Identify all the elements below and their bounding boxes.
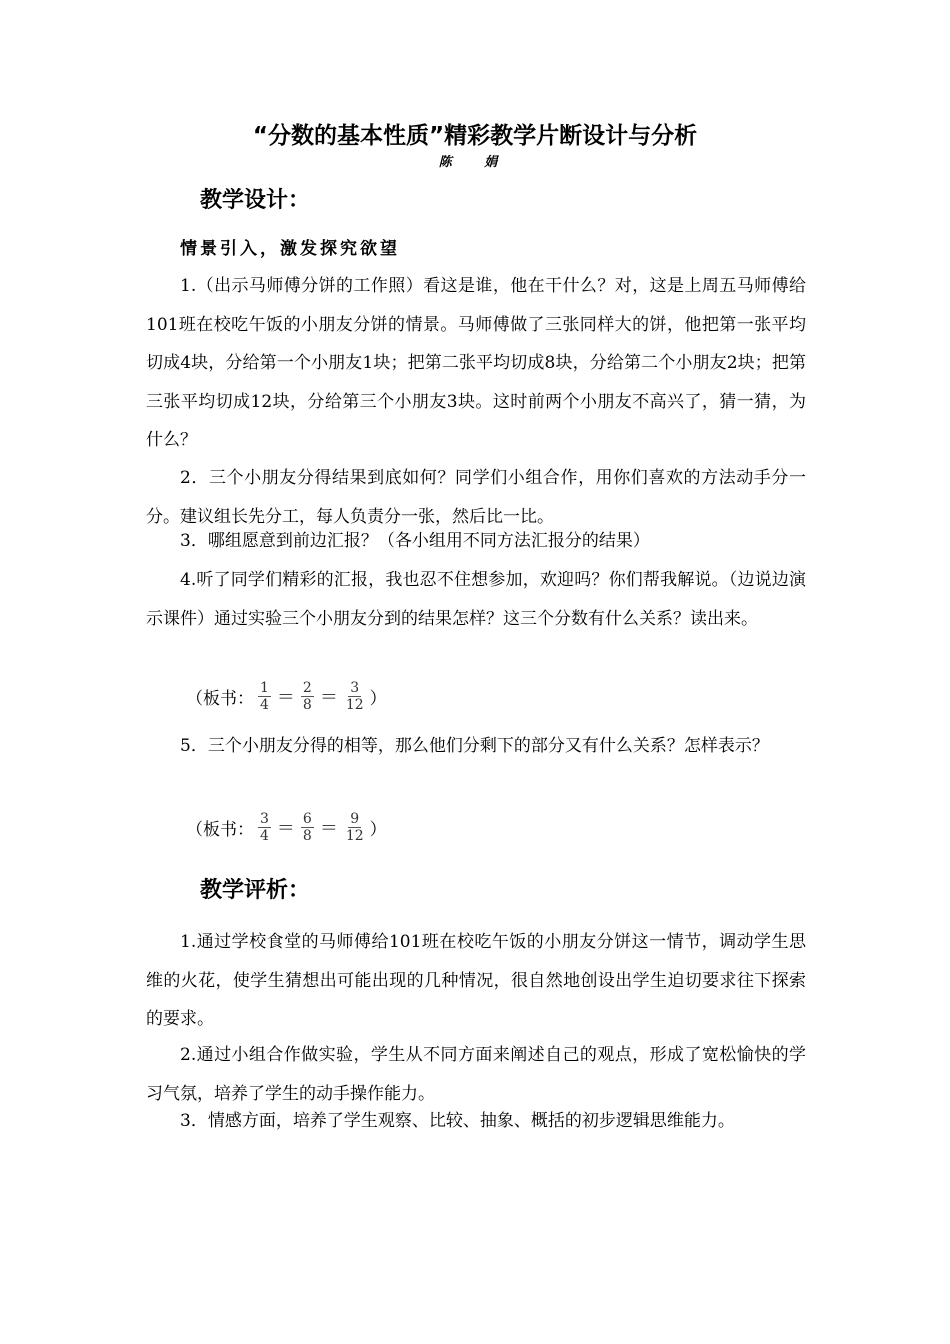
board-suffix: ） [369, 819, 387, 840]
design-heading: 教学设计： [200, 188, 311, 213]
design-paragraph-2: 2．三个小朋友分得结果到底如何？同学们小组合作，用你们喜欢的方法动手分一分。建议组长先分工，每人负责分一张，然后比一比。 [146, 468, 806, 527]
analysis-paragraph-2: 2.通过小组合作做实验，学生从不同方面来阐述自己的观点，形成了宽松愉快的学习气氛，培养了学生的动手操作能力。 [146, 1045, 806, 1104]
fraction-denominator: 4 [260, 827, 269, 844]
fraction-numerator: 6 [302, 810, 312, 827]
fraction-numerator: 1 [260, 679, 269, 696]
fraction-denominator: 12 [345, 696, 364, 713]
document-title: “分数的基本性质”精彩教学片断设计与分析 [252, 123, 698, 149]
board-prefix: （板书： [186, 819, 254, 840]
fraction-denominator: 12 [345, 827, 364, 844]
fraction [301, 811, 314, 844]
fraction [258, 680, 271, 713]
fraction-numerator: 9 [350, 810, 360, 827]
fraction [258, 811, 271, 844]
board-suffix: ） [369, 688, 387, 709]
board-note-1 [186, 674, 387, 718]
equals-sign: ＝ [276, 818, 295, 839]
equals-sign: ＝ [276, 687, 295, 708]
author-name: 陈 娟 [438, 155, 512, 170]
fraction [344, 680, 366, 713]
design-subheading: 情景引入，激发探究欲望 [180, 239, 400, 259]
analysis-paragraph-1: 1.通过学校食堂的马师傅给101班在校吃午饭的小朋友分饼这一情节，调动学生思维的火花，使学生猜想出可能出现的几种情况，很自然地创设出学生迫切要求往下探索的要求。 [146, 932, 806, 1029]
design-paragraph-4: 4.听了同学们精彩的汇报，我也忍不住想参加，欢迎吗？你们帮我解说。（边说边演示课件）通过实验三个小朋友分到的结果怎样？这三个分数有什么关系？读出来。 [146, 570, 806, 629]
fraction-numerator: 2 [302, 679, 312, 696]
design-paragraph-3: 3．哪组愿意到前边汇报？（各小组用不同方法汇报分的结果） [180, 531, 650, 551]
fraction [301, 680, 314, 713]
board-prefix: （板书： [186, 688, 254, 709]
design-paragraph-5: 5．三个小朋友分得的相等，那么他们分剩下的部分又有什么关系？怎样表示？ [180, 736, 769, 756]
equals-sign: ＝ [319, 687, 338, 708]
fraction-numerator: 3 [350, 679, 360, 696]
fraction-denominator: 8 [302, 696, 312, 713]
fraction-denominator: 4 [260, 696, 269, 713]
equals-sign: ＝ [319, 818, 338, 839]
fraction-denominator: 8 [302, 827, 312, 844]
analysis-heading: 教学评析： [200, 878, 311, 903]
fraction [344, 811, 366, 844]
design-paragraph-1: 1.（出示马师傅分饼的工作照）看这是谁，他在干什么？对，这是上周五马师傅给101班在校吃午饭的小朋友分饼的情景。马师傅做了三张同样大的饼，他把第一张平均切成4块，分给第一个小朋友1块；把第二张平均切成8块，分给第二个小朋友2块；把第三张平均切成12块，分给第三个小朋友3块。这时前两个小朋友不高兴了，猜一猜，为什么？ [146, 276, 806, 450]
analysis-paragraph-3: 3．情感方面，培养了学生观察、比较、抽象、概括的初步逻辑思维能力。 [180, 1111, 735, 1131]
fraction-numerator: 3 [260, 810, 269, 827]
board-note-2 [186, 805, 387, 849]
